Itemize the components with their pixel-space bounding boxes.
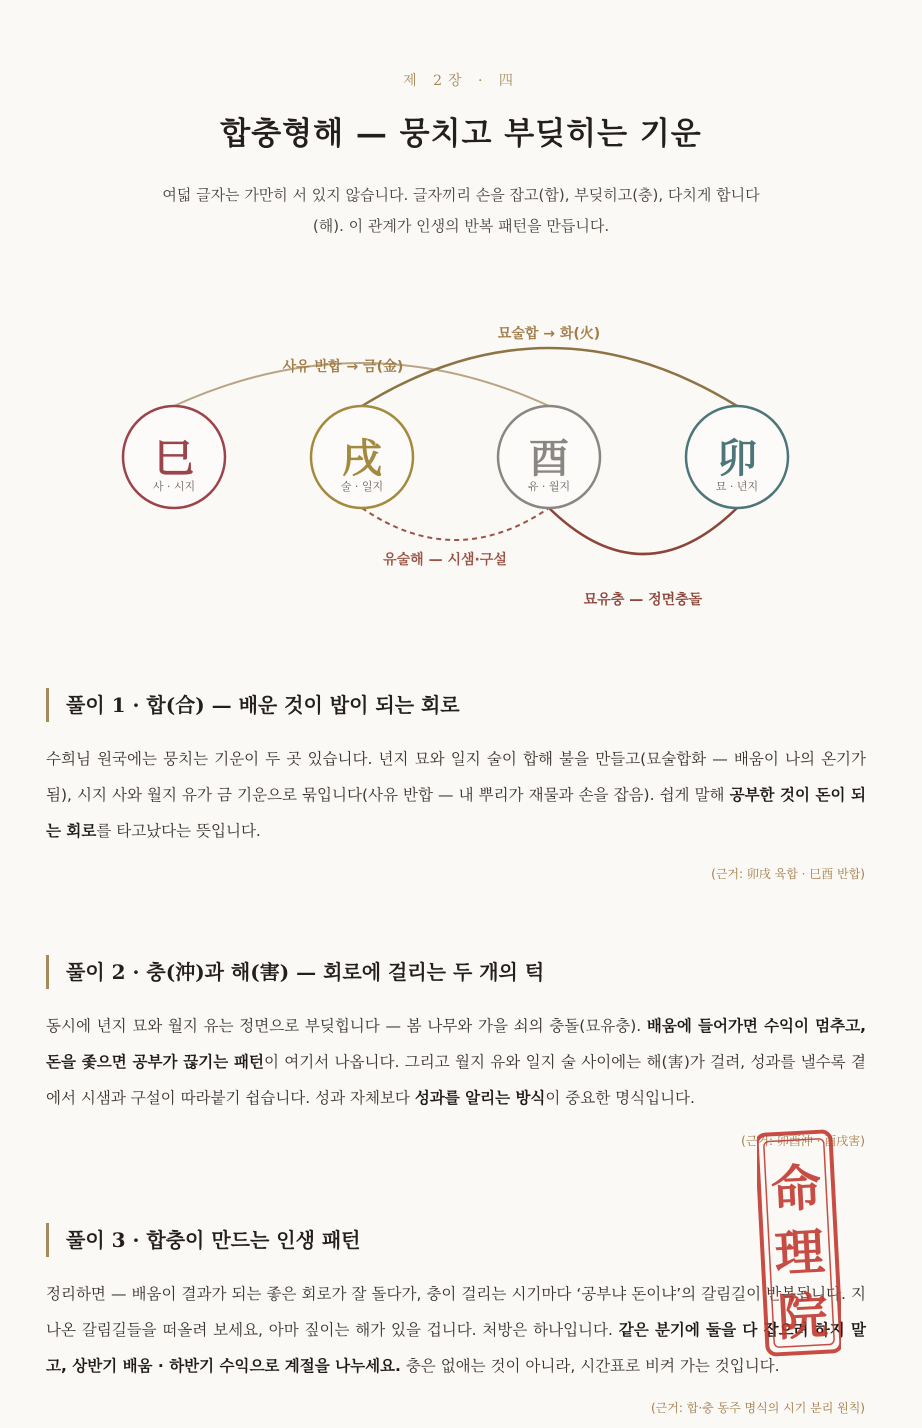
- section-3-text-end: 충은 없애는 것이 아니라, 시간표로 비켜 가는 것입니다.: [400, 1357, 780, 1375]
- section-2-text-end: 이 중요한 명식입니다.: [545, 1089, 695, 1107]
- node-yu-char: 酉: [529, 435, 569, 482]
- section-1-emphasis: 공부한 것이 돈이 되는 회로: [46, 786, 866, 840]
- section-1-text: 수희님 원국에는 뭉치는 기운이 두 곳 있습니다. 년지 묘와 일지 술이 합해 불을 만들고(묘술합화 — 배움이 나의 온기가 됨), 시지 사와 월지 유가 금 기운으로 묶입니다(사유 반합 — 내 뿌리가 재물과 손을 잡음). 쉽게 말해: [46, 750, 866, 804]
- intro-line-2: (해). 이 관계가 인생의 반복 패턴을 만듭니다.: [312, 217, 610, 235]
- yu-sul-hae-label: 유술해 — 시샘·구설: [383, 552, 507, 568]
- node-yu-label: 유 · 월지: [527, 480, 571, 493]
- intro-text: [120, 180, 802, 242]
- node-sul: [311, 406, 413, 508]
- section-2-emphasis-2: 성과를 알리는 방식: [414, 1089, 546, 1107]
- myo-sul-hap-arc: [362, 348, 737, 406]
- node-sa-char: 巳: [154, 435, 194, 482]
- section-1-heading: 풀이 1 · 합(合) — 배운 것이 밥이 되는 회로: [46, 688, 866, 722]
- section-3-body: [46, 1276, 866, 1384]
- chapter-label: 제 2장 · 四: [403, 73, 519, 89]
- node-yu: [498, 406, 600, 508]
- node-sa: [123, 406, 225, 508]
- node-myo-label: 묘 · 년지: [715, 480, 759, 493]
- section-2-citation: (근거: 卯酉沖 · 酉戌害): [741, 1134, 865, 1148]
- section-1-text-end: 를 타고났다는 뜻입니다.: [96, 822, 261, 840]
- node-myo-char: 卯: [717, 435, 757, 482]
- seal-text: 命: [769, 1157, 823, 1220]
- node-sa-label: 사 · 시지: [152, 480, 196, 493]
- node-myo: [686, 406, 788, 508]
- section-3-text: 정리하면 — 배움이 결과가 되는 좋은 회로가 잘 돌다가, 충이 걸리는 시기마다 ‘공부냐 돈이냐’의 갈림길이 반복됩니다. 지나온 갈림길들을 떠올려 보세요, 아마 짚이는 해가 있을 겁니다. 처방은 하나입니다.: [46, 1285, 866, 1339]
- section-2-emphasis-1: 배움에 들어가면 수익이 멈추고, 돈을 좇으면 공부가 끊기는 패턴: [46, 1017, 866, 1071]
- relationship-diagram: [0, 300, 922, 630]
- seal-text: 理: [772, 1221, 827, 1284]
- section-1-body: [46, 741, 866, 849]
- page-title: 합충형해 — 뭉치고 부딪히는 기운: [220, 116, 702, 152]
- si-yu-hap-label: 사유 반합 → 금(金): [282, 359, 404, 375]
- section-3-heading: 풀이 3 · 합충이 만드는 인생 패턴: [46, 1223, 866, 1257]
- section-1-citation: (근거: 卯戌 육합 · 巳酉 반합): [711, 867, 865, 881]
- yu-sul-hae-arc: [362, 508, 549, 540]
- section-2-heading: 풀이 2 · 충(沖)과 해(害) — 회로에 걸리는 두 개의 턱: [46, 955, 866, 989]
- section-2-text: 동시에 년지 묘와 월지 유는 정면으로 부딪힙니다 — 봄 나무와 가을 쇠의 충돌(묘유충).: [46, 1017, 647, 1035]
- section-2-text-mid: 이 여기서 나옵니다. 그리고 월지 유와 일지 술 사이에는 해(害)가 걸려, 성과를 낼수록 곁에서 시샘과 구설이 따라붙기 쉽습니다. 성과 자체보다: [46, 1053, 866, 1107]
- myo-sul-hap-label: 묘술합 → 화(火): [497, 326, 601, 342]
- myo-yu-chung-label: 묘유충 — 정면충돌: [583, 592, 703, 608]
- seal-text: 院: [776, 1285, 830, 1348]
- intro-line-1: 여덟 글자는 가만히 서 있지 않습니다. 글자끼리 손을 잡고(합), 부딪히고(충), 다치게 합니다: [162, 186, 760, 204]
- section-3-emphasis: 같은 분기에 둘을 다 잡으려 하지 말고, 상반기 배움 · 하반기 수익으로 계절을 나누세요.: [46, 1321, 866, 1375]
- node-sul-label: 술 · 일지: [340, 480, 384, 493]
- node-sul-char: 戌: [342, 435, 382, 482]
- seal-stamp: [757, 1128, 841, 1358]
- myo-yu-chung-arc: [549, 508, 737, 554]
- section-3-citation: (근거: 합·충 동주 명식의 시기 분리 원칙): [651, 1401, 865, 1415]
- section-2-body: [46, 1008, 866, 1116]
